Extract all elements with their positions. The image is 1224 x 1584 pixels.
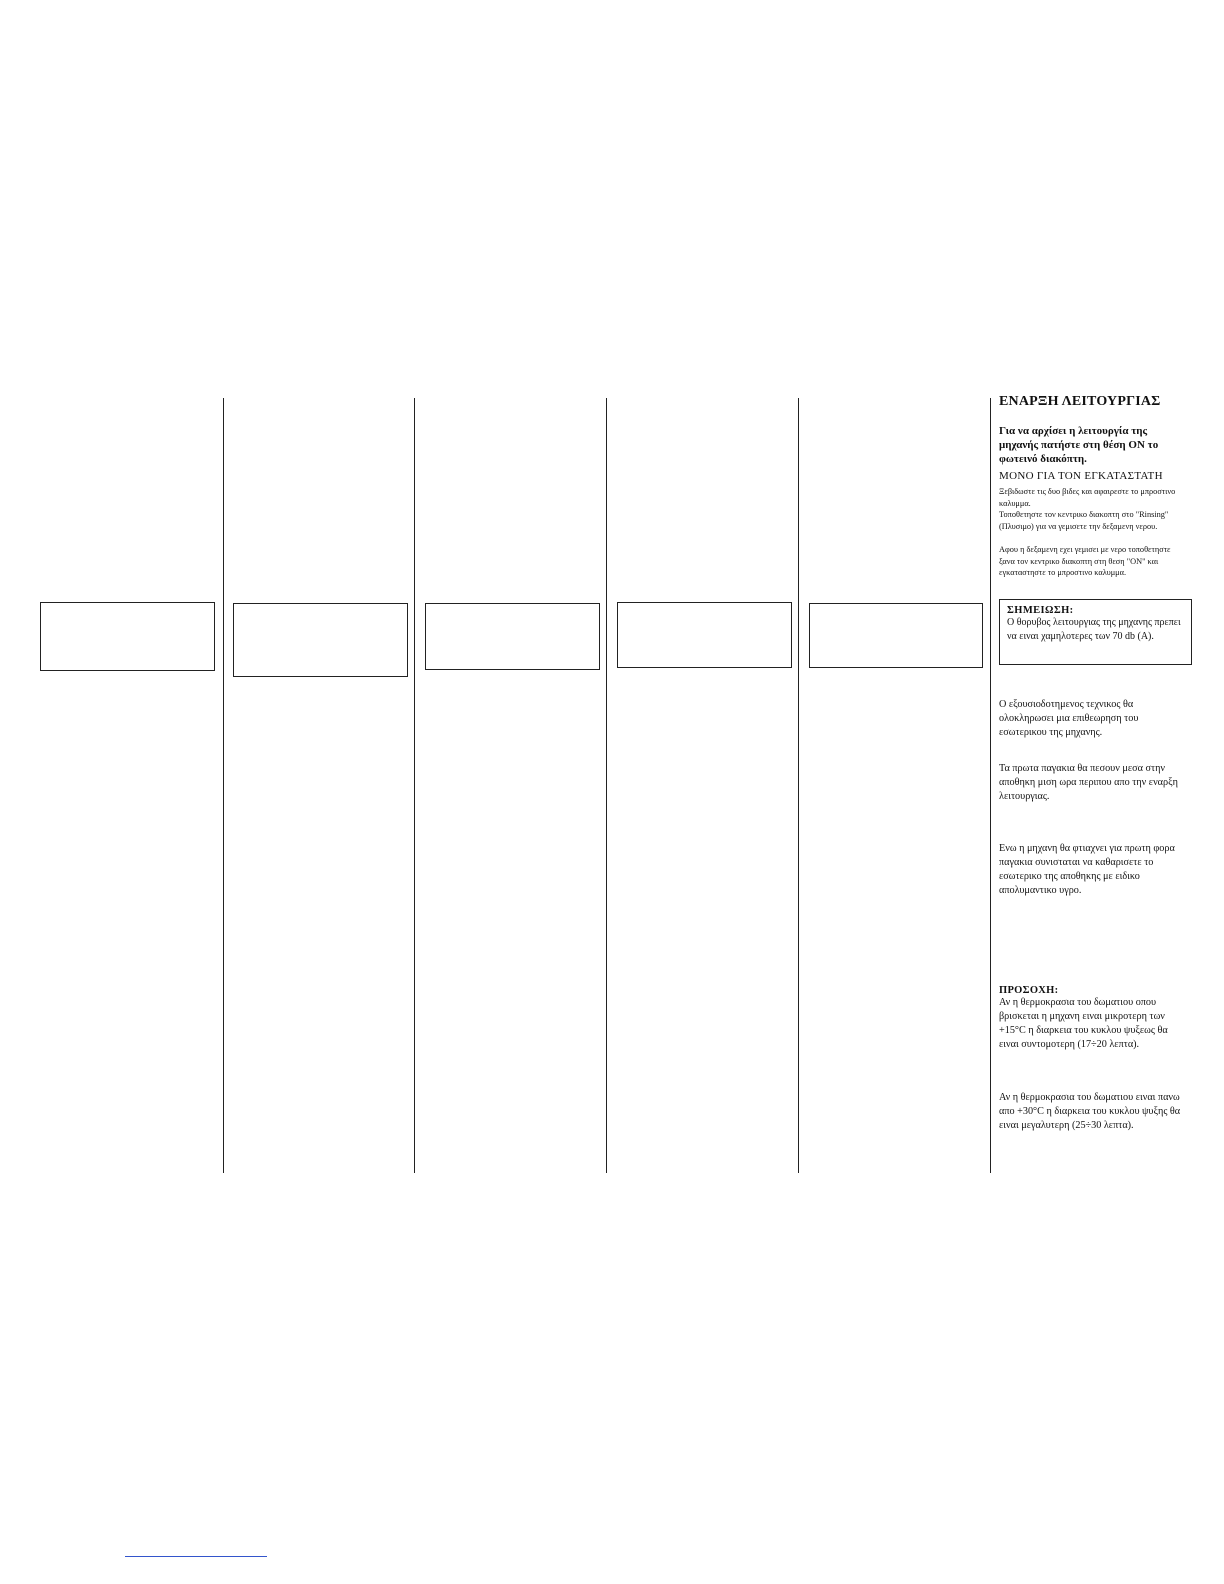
column-divider-2: [414, 398, 415, 1173]
installer-step-2: Τοποθετηστε τον κεντρικο διακοπτη στο "Rinsing" (Πλυσιμο) για να γεμισετε την δεξαμενη νερου.: [999, 510, 1169, 531]
note-box: [999, 599, 1192, 665]
empty-box-5: [809, 603, 983, 668]
first-ice-text: Τα πρωτα παγακια θα πεσουν μεσα στην αποθηκη μιση ωρα περιπου απο την εναρξη λειτουργιας.: [999, 763, 1178, 802]
installer-step-3: Αφου η δεξαμενη εχει γεμισει με νερο τοποθετηστε ξανα τον κεντρικο διακοπτη στη θεση "ON" και εγκαταστηστε το μπροστινο καλυμμα.: [999, 545, 1171, 578]
caution-text-1: Αν η θερμοκρασια του δωματιου οπου βρισκεται η μηχανη ειναι μικροτερη των +15°C η διαρκεια του κυκλου ψυξεως θα ειναι συντομοτερη (17÷20 λεπτα).: [999, 997, 1168, 1050]
caution-heading: ΠΡΟΣΟΧΗ:: [999, 985, 1059, 996]
cleaning-text: Ενω η μηχανη θα φτιαχνει για πρωτη φορα παγακια συνισταται να καθαρισετε το εσωτερικο της αποθηκης με ειδικο απολυμαντικο υγρο.: [999, 843, 1175, 896]
column-divider-1: [223, 398, 224, 1173]
empty-box-3: [425, 603, 600, 670]
technician-text: Ο εξουσιοδοτημενος τεχνικος θα ολοκληρωσει μια επιθεωρηση του εσωτερικου της μηχανης.: [999, 699, 1139, 738]
caution-block: [999, 985, 1179, 1052]
installer-step-1: Ξεβιδωστε τις δυο βιδες και αφαιρεστε το μπροστινο καλυμμα.: [999, 487, 1176, 508]
column-divider-4: [798, 398, 799, 1173]
column-divider-5: [990, 398, 991, 1173]
column-divider-3: [606, 398, 607, 1173]
installer-heading: ΜΟΝΟ ΓΙΑ ΤΟΝ ΕΓΚΑΤΑΣΤΑΤΗ: [999, 470, 1163, 482]
empty-box-4: [617, 602, 792, 668]
section-title: ΕΝΑΡΞΗ ΛΕΙΤΟΥΡΓΙΑΣ: [999, 394, 1161, 409]
note-text: Ο θορυβος λειτουργιας της μηχανης πρεπει να ειναι χαμηλοτερες των 70 db (A).: [1007, 617, 1181, 642]
intro-text: Για να αρχίσει η λειτουργία της μηχανής πατήστε στη θέση ON το φωτεινό διακόπτη.: [999, 425, 1159, 465]
footer-underline: [125, 1556, 267, 1557]
note-heading: ΣΗΜΕΙΩΣΗ:: [1007, 605, 1074, 616]
empty-box-1: [40, 602, 215, 671]
empty-box-2: [233, 603, 408, 677]
caution-text-2: Αν η θερμοκρασια του δωματιου ειναι πανω απο +30°C η διαρκεια του κυκλου ψυξης θα ειναι μεγαλυτερη (25÷30 λεπτα).: [999, 1092, 1181, 1131]
